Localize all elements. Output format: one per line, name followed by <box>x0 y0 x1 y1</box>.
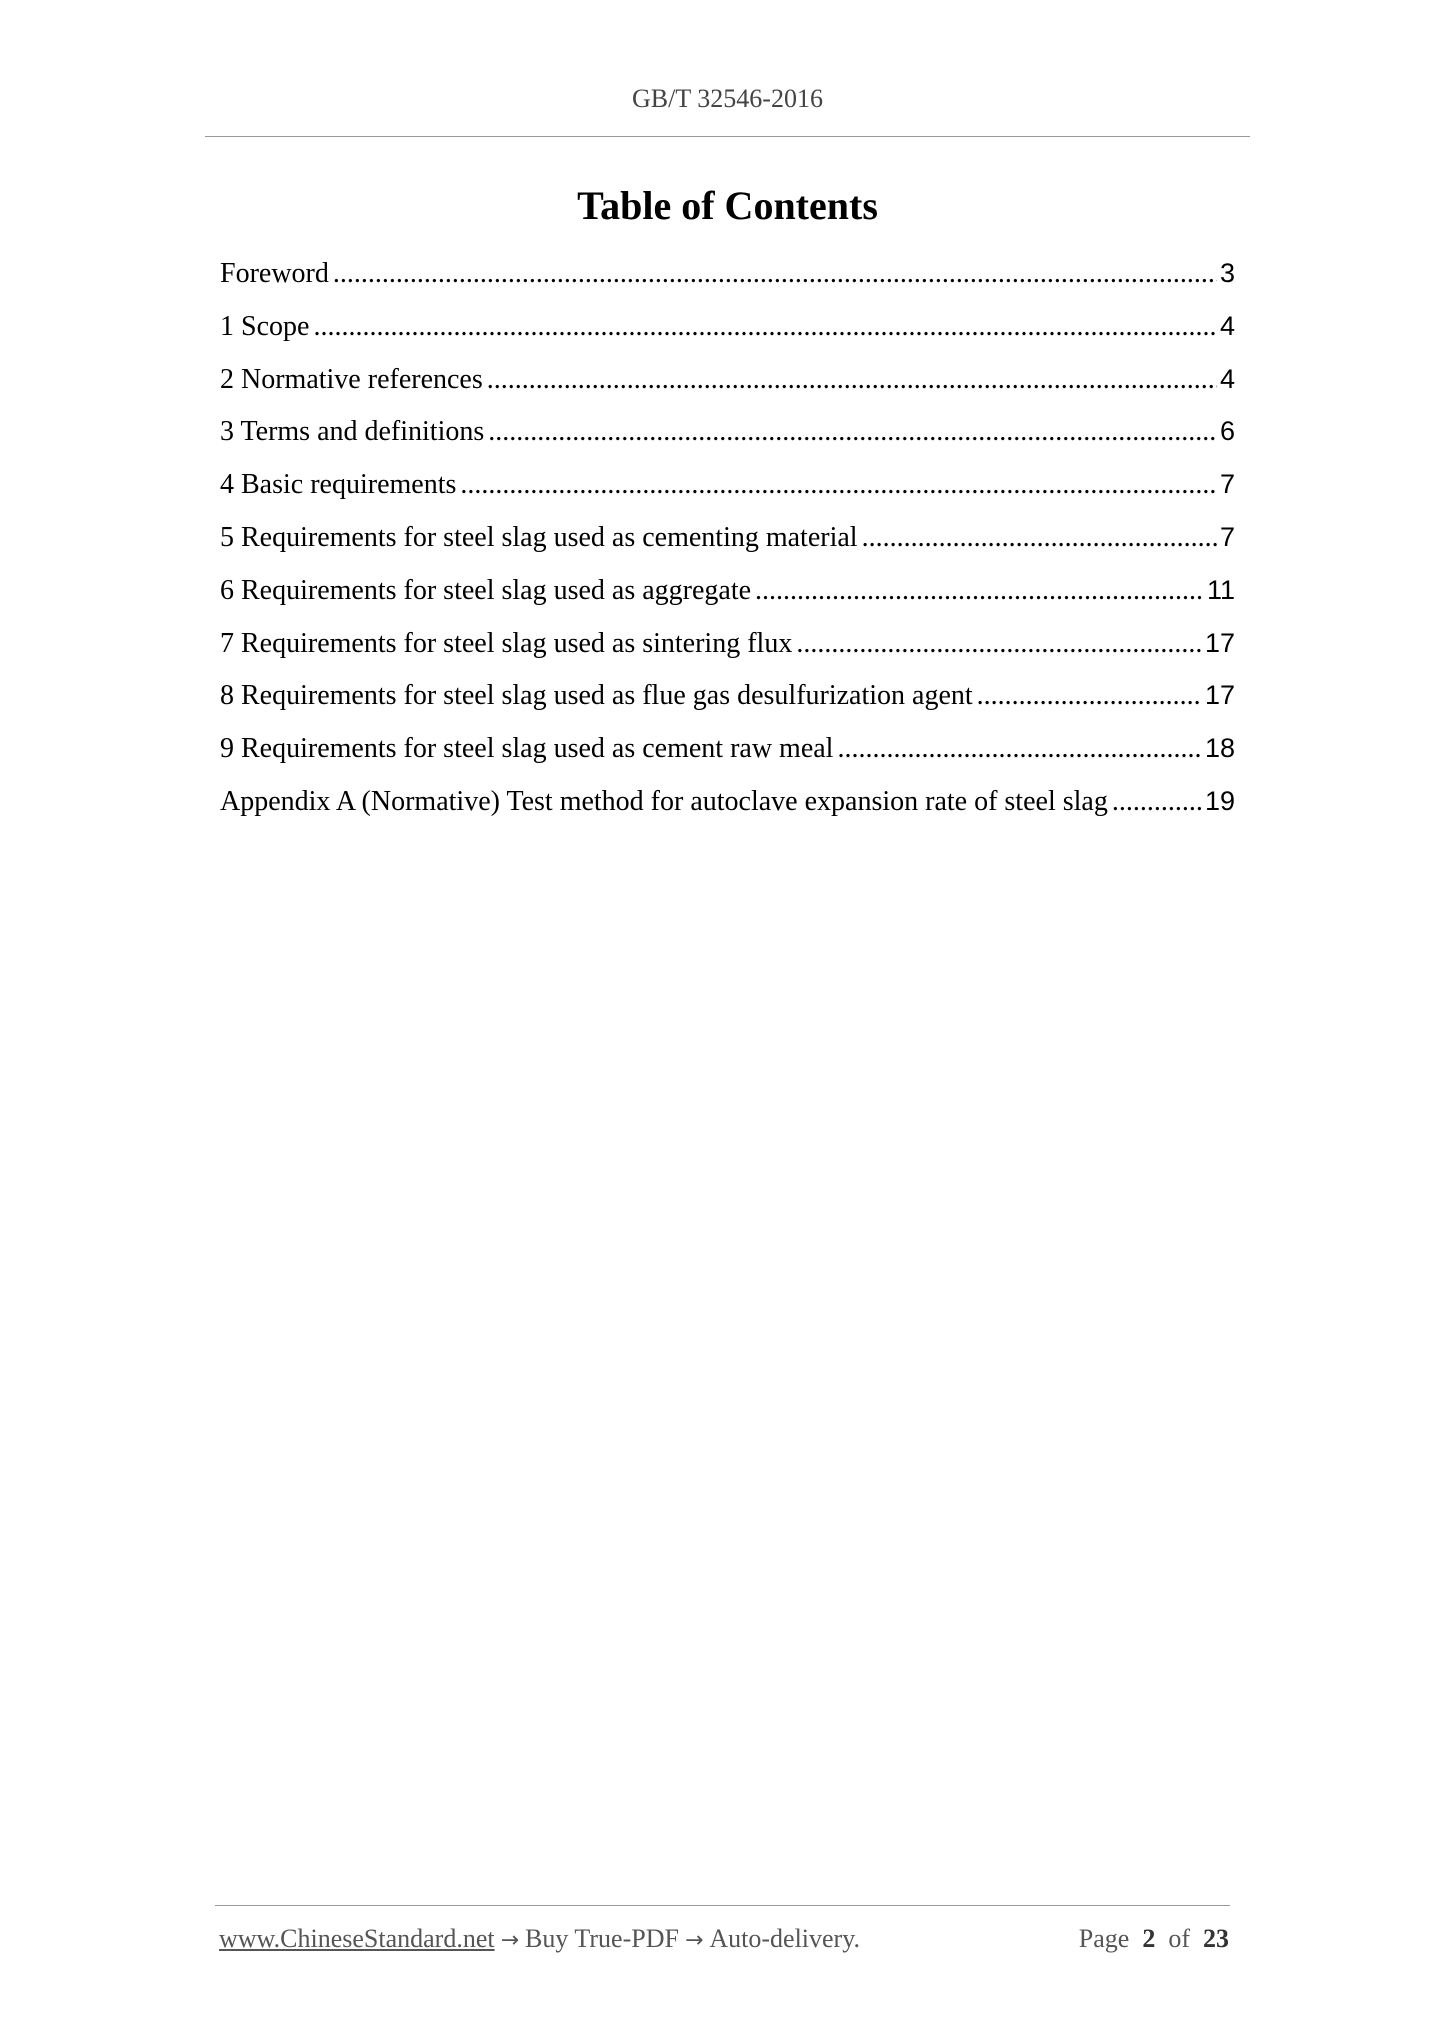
auto-delivery-text: Auto-delivery. <box>709 1924 861 1953</box>
footer-divider <box>215 1905 1230 1906</box>
toc-entry-page: 6 <box>1219 416 1235 447</box>
toc-entry[interactable] <box>220 416 1235 469</box>
toc-entry[interactable] <box>220 733 1235 786</box>
page-total: 23 <box>1203 1924 1229 1953</box>
page-word: Page <box>1078 1924 1130 1953</box>
toc-dot-leader <box>837 733 1201 765</box>
header-divider <box>205 136 1250 137</box>
toc-entry-label: 2 Normative references <box>220 363 483 395</box>
toc-entry-page: 19 <box>1204 785 1235 816</box>
toc-entry-label: Appendix A (Normative) Test method for autoclave expansion rate of steel slag <box>220 785 1108 817</box>
toc-dot-leader <box>1112 786 1202 818</box>
toc-entry[interactable] <box>220 522 1235 575</box>
toc-entry[interactable] <box>220 575 1235 628</box>
toc-entry[interactable] <box>220 469 1235 522</box>
toc-entry-label: 7 Requirements for steel slag used as sintering flux <box>220 627 793 659</box>
toc-entry-page: 4 <box>1219 363 1235 394</box>
toc-dot-leader <box>313 311 1217 343</box>
toc-entry-page: 4 <box>1219 310 1235 341</box>
page-current: 2 <box>1142 1924 1156 1953</box>
toc-entry-page: 17 <box>1204 680 1235 711</box>
toc-dot-leader <box>488 416 1217 448</box>
toc-dot-leader <box>977 680 1202 712</box>
website-link[interactable]: www.ChineseStandard.net <box>219 1924 495 1953</box>
toc-entry-page: 18 <box>1204 733 1235 764</box>
toc-entry-label: 5 Requirements for steel slag used as cementing material <box>220 521 858 553</box>
toc-entry-label: 6 Requirements for steel slag used as aggregate <box>220 574 752 606</box>
toc-entry-page: 7 <box>1219 521 1235 552</box>
arrow-right-icon: → <box>500 1928 520 1953</box>
toc-entry-label: 3 Terms and definitions <box>220 416 485 448</box>
page-of: of <box>1168 1924 1190 1953</box>
toc-entry-page: 17 <box>1204 627 1235 658</box>
toc-entry-label: 8 Requirements for steel slag used as flue gas desulfurization agent <box>220 680 973 712</box>
arrow-right-icon: → <box>684 1928 704 1953</box>
toc-entry[interactable] <box>220 258 1235 311</box>
toc-dot-leader <box>755 575 1204 607</box>
toc-dot-leader <box>796 628 1202 660</box>
toc-dot-leader <box>333 258 1217 290</box>
footer-promo <box>219 1924 860 1954</box>
toc-entry-page: 7 <box>1219 469 1235 500</box>
toc-dot-leader <box>862 522 1217 554</box>
page-number <box>1079 1924 1229 1954</box>
page-footer <box>219 1924 1229 1954</box>
toc-entry-page: 3 <box>1219 258 1235 288</box>
toc-entry[interactable] <box>220 364 1235 417</box>
toc-entry-label: Foreword <box>220 258 329 289</box>
toc-entry[interactable] <box>220 311 1235 364</box>
toc-dot-leader <box>460 469 1217 501</box>
toc-entry-label: 1 Scope <box>220 310 310 342</box>
toc-entry-label: 9 Requirements for steel slag used as cement raw meal <box>220 733 834 765</box>
toc-title: Table of Contents <box>577 183 878 228</box>
buy-true-pdf-text: Buy True-PDF <box>525 1924 679 1953</box>
toc-entry[interactable] <box>220 786 1235 839</box>
document-header: GB/T 32546-2016 <box>632 84 823 113</box>
toc-dot-leader <box>487 364 1217 396</box>
toc-entry-label: 4 Basic requirements <box>220 469 457 501</box>
toc-entry[interactable] <box>220 628 1235 681</box>
toc-list <box>220 258 1235 839</box>
toc-entry-page: 11 <box>1206 574 1235 605</box>
toc-entry[interactable] <box>220 680 1235 733</box>
